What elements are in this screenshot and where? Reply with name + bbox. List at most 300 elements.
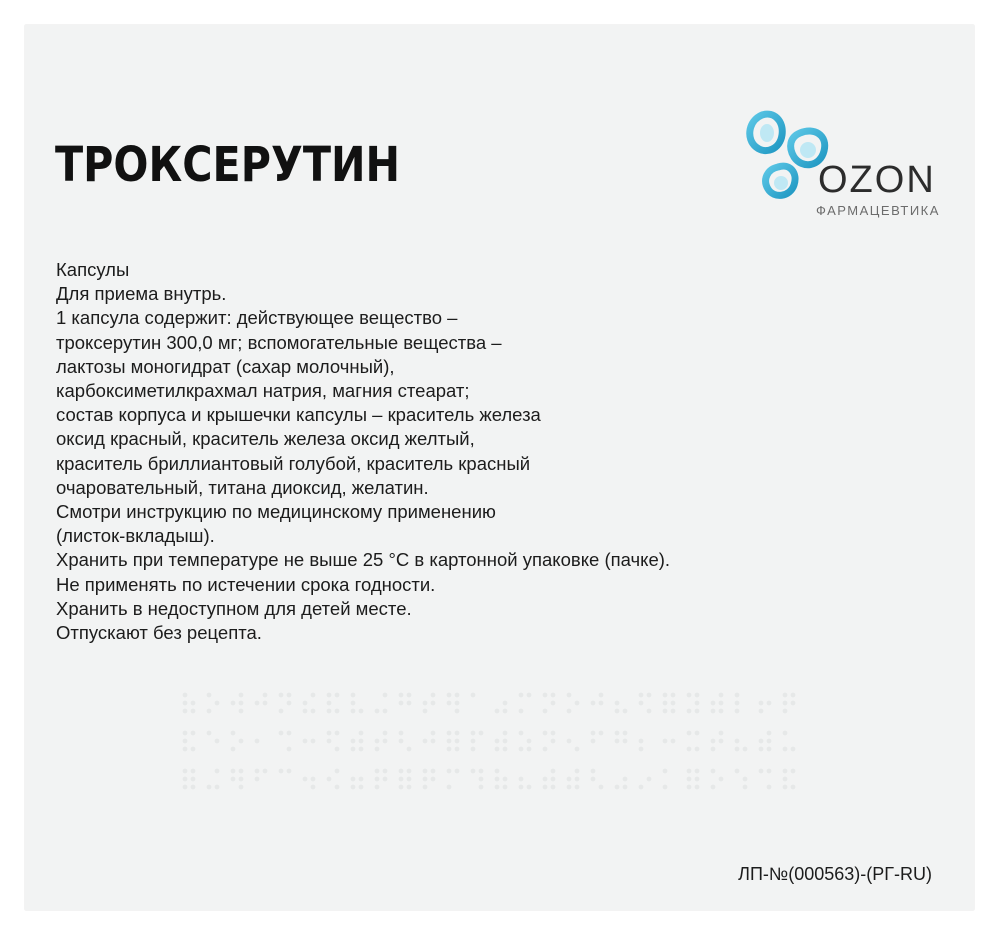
braille-dot [639, 693, 644, 698]
product-description [56, 258, 670, 645]
braille-dot [671, 693, 676, 698]
braille-dot [551, 777, 556, 782]
braille-dot [615, 739, 620, 744]
braille-dot [471, 731, 476, 736]
braille-dot [551, 769, 556, 774]
braille-dot [279, 731, 284, 736]
braille-dot [567, 777, 572, 782]
braille-dot [519, 731, 524, 736]
braille-dot [711, 747, 716, 752]
braille-dot [639, 747, 644, 752]
description-line: (листок-вкладыш). [56, 525, 215, 547]
braille-dot [191, 731, 196, 736]
braille-dot [543, 731, 548, 736]
braille-dot [719, 693, 724, 698]
braille-dot [647, 777, 652, 782]
braille-dot [503, 777, 508, 782]
braille-dot [351, 747, 356, 752]
braille-dot [647, 693, 652, 698]
braille-dot [519, 785, 524, 790]
braille-dot [455, 769, 460, 774]
braille-dot [743, 777, 748, 782]
braille-dot [495, 769, 500, 774]
braille-dot [207, 709, 212, 714]
description-line: Не применять по истечении срока годности. [56, 573, 436, 595]
description-line: оксид красный, краситель железа оксид желтый, [56, 428, 475, 450]
braille-dot [183, 731, 188, 736]
braille-dot [503, 731, 508, 736]
braille-dot [399, 731, 404, 736]
braille-dot [455, 739, 460, 744]
braille-dot [255, 769, 260, 774]
braille-dot [447, 747, 452, 752]
braille-dot [759, 709, 764, 714]
braille-dot [575, 769, 580, 774]
braille-dot [591, 739, 596, 744]
braille-dot [351, 785, 356, 790]
braille-dot [303, 709, 308, 714]
braille-dot [791, 785, 796, 790]
braille-dot [231, 731, 236, 736]
braille-dot [791, 769, 796, 774]
braille-dot [231, 701, 236, 706]
description-line: Для приема внутрь. [56, 283, 227, 305]
braille-dot [263, 769, 268, 774]
braille-dot [207, 785, 212, 790]
description-line: Отпускают без рецепта. [56, 622, 262, 644]
braille-dot [423, 709, 428, 714]
braille-dot [687, 709, 692, 714]
braille-dot [479, 777, 484, 782]
braille-dot [783, 777, 788, 782]
braille-dot [375, 785, 380, 790]
braille-dot [503, 709, 508, 714]
braille-dot [767, 739, 772, 744]
braille-dot [191, 785, 196, 790]
logo-wordmark: OZON [818, 159, 936, 201]
braille-dot [407, 769, 412, 774]
braille-dot [215, 701, 220, 706]
description-line: состав корпуса и крышечки капсулы – краситель железа [56, 404, 541, 426]
braille-dot [423, 701, 428, 706]
braille-dot [279, 769, 284, 774]
braille-dot [551, 731, 556, 736]
license-number: ЛП-№(000563)-(РГ-RU) [738, 864, 932, 884]
braille-dot [599, 785, 604, 790]
braille-dot [639, 785, 644, 790]
braille-dot [311, 709, 316, 714]
braille-dot [455, 747, 460, 752]
braille-dot [591, 769, 596, 774]
braille-dot [375, 777, 380, 782]
braille-dot [311, 785, 316, 790]
braille-dot [575, 777, 580, 782]
braille-dot [543, 709, 548, 714]
braille-dot [471, 769, 476, 774]
braille-dot [759, 747, 764, 752]
braille-dot [431, 731, 436, 736]
description-line: Хранить в недоступном для детей месте. [56, 597, 412, 619]
braille-dot [311, 693, 316, 698]
logo-subtitle: ФАРМАЦЕВТИКА [816, 203, 940, 218]
braille-dot [687, 747, 692, 752]
braille-dot [335, 731, 340, 736]
braille-dot [567, 693, 572, 698]
braille-dot [663, 769, 668, 774]
braille-dot [767, 747, 772, 752]
braille-dot [735, 709, 740, 714]
braille-dot [399, 785, 404, 790]
braille-dot [551, 693, 556, 698]
product-title: ТРОКСЕРУТИН [55, 137, 401, 193]
braille-dot [591, 701, 596, 706]
braille-dot [215, 769, 220, 774]
braille-dot [783, 785, 788, 790]
braille-dot [551, 701, 556, 706]
braille-dot [783, 693, 788, 698]
braille-dot [455, 709, 460, 714]
braille-dot [759, 769, 764, 774]
braille-dot [423, 785, 428, 790]
braille-dot [695, 701, 700, 706]
braille-dot [735, 693, 740, 698]
braille-dot [663, 709, 668, 714]
braille-dot [183, 693, 188, 698]
braille-dot [287, 693, 292, 698]
ozon-logo [740, 105, 950, 220]
braille-dot [567, 785, 572, 790]
braille-dot [503, 701, 508, 706]
braille-embossing [175, 685, 815, 805]
braille-dot [591, 731, 596, 736]
braille-dot [735, 701, 740, 706]
braille-dot [783, 769, 788, 774]
braille-dot [183, 785, 188, 790]
braille-dot [543, 777, 548, 782]
braille-dot [551, 785, 556, 790]
braille-dot [791, 701, 796, 706]
braille-dot [615, 785, 620, 790]
braille-dot [495, 785, 500, 790]
braille-dot [719, 739, 724, 744]
braille-dot [639, 701, 644, 706]
braille-dot [335, 785, 340, 790]
braille-dot [471, 739, 476, 744]
package-panel [25, 25, 974, 910]
braille-dot [447, 731, 452, 736]
braille-dot [479, 785, 484, 790]
braille-dot [519, 777, 524, 782]
braille-dot [431, 693, 436, 698]
description-line: троксерутин 300,0 мг; вспомогательные вещества – [56, 331, 502, 353]
braille-dot [495, 747, 500, 752]
braille-dot [695, 731, 700, 736]
braille-dot [599, 701, 604, 706]
braille-dot [759, 701, 764, 706]
braille-dot [255, 701, 260, 706]
braille-dot [279, 693, 284, 698]
braille-dot [351, 701, 356, 706]
braille-dot [663, 785, 668, 790]
braille-dot [695, 747, 700, 752]
braille-dot [543, 747, 548, 752]
braille-dot [671, 709, 676, 714]
braille-dot [239, 739, 244, 744]
braille-dot [719, 731, 724, 736]
braille-dot [359, 777, 364, 782]
braille-dot [527, 693, 532, 698]
braille-dot [399, 769, 404, 774]
braille-dot [423, 739, 428, 744]
braille-dot [239, 777, 244, 782]
braille-dot [791, 693, 796, 698]
braille-dot [183, 709, 188, 714]
braille-dot [503, 785, 508, 790]
braille-dot [783, 701, 788, 706]
braille-dot [471, 747, 476, 752]
braille-dot [623, 785, 628, 790]
braille-dot [623, 709, 628, 714]
braille-dot [527, 739, 532, 744]
braille-dot [327, 777, 332, 782]
braille-dot [407, 777, 412, 782]
braille-dot [207, 693, 212, 698]
braille-dot [623, 777, 628, 782]
braille-dot [447, 769, 452, 774]
braille-dot [455, 693, 460, 698]
braille-dot [359, 739, 364, 744]
braille-dot [687, 769, 692, 774]
braille-dot [407, 693, 412, 698]
braille-dot [359, 731, 364, 736]
braille-dot [623, 739, 628, 744]
braille-dot [359, 709, 364, 714]
braille-dot [399, 739, 404, 744]
braille-dot [455, 701, 460, 706]
braille-dot [599, 731, 604, 736]
braille-dot [431, 769, 436, 774]
braille-dot [375, 769, 380, 774]
braille-dot [335, 693, 340, 698]
braille-dot [591, 777, 596, 782]
braille-dot [711, 701, 716, 706]
braille-dot [239, 709, 244, 714]
braille-dot [663, 739, 668, 744]
braille-dot [519, 709, 524, 714]
braille-dot [327, 701, 332, 706]
braille-dot [191, 701, 196, 706]
braille-dot [351, 739, 356, 744]
braille-dot [399, 693, 404, 698]
braille-dot [231, 777, 236, 782]
braille-dot [543, 785, 548, 790]
braille-dot [503, 739, 508, 744]
braille-dot [663, 693, 668, 698]
braille-dot [711, 709, 716, 714]
braille-dot [383, 731, 388, 736]
braille-dot [327, 693, 332, 698]
braille-dot [527, 747, 532, 752]
braille-dot [383, 693, 388, 698]
braille-dot [783, 709, 788, 714]
braille-dot [215, 785, 220, 790]
braille-dot [695, 709, 700, 714]
braille-dot [183, 747, 188, 752]
description-line: карбоксиметилкрахмал натрия, магния стеарат; [56, 380, 470, 402]
braille-dot [183, 739, 188, 744]
braille-dot [687, 731, 692, 736]
braille-dot [767, 701, 772, 706]
braille-dot [519, 693, 524, 698]
braille-dot [615, 731, 620, 736]
braille-dot [735, 769, 740, 774]
braille-dot [303, 777, 308, 782]
braille-dot [311, 739, 316, 744]
braille-dot [735, 747, 740, 752]
braille-dot [335, 747, 340, 752]
braille-dot [255, 739, 260, 744]
braille-dot [759, 739, 764, 744]
braille-dot [527, 785, 532, 790]
braille-dot [239, 693, 244, 698]
braille-dot [207, 731, 212, 736]
braille-dot [431, 739, 436, 744]
braille-dot [623, 731, 628, 736]
braille-dot [431, 701, 436, 706]
description-line: 1 капсула содержит: действующее вещество – [56, 307, 458, 329]
description-line: краситель бриллиантовый голубой, краситель красный [56, 452, 531, 474]
ozon-logo-icon [740, 105, 830, 200]
braille-dot [423, 777, 428, 782]
braille-dot [431, 777, 436, 782]
braille-dot [687, 777, 692, 782]
braille-dot [255, 777, 260, 782]
braille-dot [239, 701, 244, 706]
braille-dot [695, 785, 700, 790]
braille-dot [399, 777, 404, 782]
braille-dot [455, 731, 460, 736]
braille-dot [719, 701, 724, 706]
braille-dot [183, 777, 188, 782]
braille-dot [575, 747, 580, 752]
braille-dot [183, 701, 188, 706]
braille-dot [287, 701, 292, 706]
braille-dot [399, 701, 404, 706]
braille-dot [503, 747, 508, 752]
braille-dot [647, 709, 652, 714]
braille-dot [671, 701, 676, 706]
braille-dot [231, 747, 236, 752]
braille-dot [191, 777, 196, 782]
braille-dot [423, 769, 428, 774]
braille-dot [327, 739, 332, 744]
braille-dot [287, 731, 292, 736]
braille-dot [231, 769, 236, 774]
braille-dot [695, 693, 700, 698]
braille-dot [407, 701, 412, 706]
braille-dot [615, 709, 620, 714]
braille-dot [263, 693, 268, 698]
braille-dot [407, 785, 412, 790]
braille-dot [599, 693, 604, 698]
braille-dot [303, 701, 308, 706]
braille-dot [495, 739, 500, 744]
braille-dot [719, 709, 724, 714]
braille-dot [191, 769, 196, 774]
braille-dot [447, 739, 452, 744]
braille-dot [767, 785, 772, 790]
braille-dot [671, 739, 676, 744]
description-line: лактозы моногидрат (сахар молочный), [56, 355, 395, 377]
braille-dot [335, 709, 340, 714]
braille-dot [743, 785, 748, 790]
braille-dot [351, 777, 356, 782]
description-line: очаровательный, титана диоксид, желатин. [56, 476, 429, 498]
braille-dot [575, 701, 580, 706]
braille-dot [783, 731, 788, 736]
braille-dot [359, 747, 364, 752]
braille-dot [183, 769, 188, 774]
braille-dot [479, 769, 484, 774]
braille-dot [471, 693, 476, 698]
braille-dot [383, 739, 388, 744]
braille-dot [519, 747, 524, 752]
braille-dot [375, 739, 380, 744]
braille-dot [639, 739, 644, 744]
braille-dot [495, 777, 500, 782]
braille-dot [447, 785, 452, 790]
braille-dot [383, 709, 388, 714]
braille-dot [303, 739, 308, 744]
braille-dot [375, 709, 380, 714]
braille-dot [695, 769, 700, 774]
braille-dot [191, 747, 196, 752]
braille-dot [407, 747, 412, 752]
braille-dot [735, 739, 740, 744]
braille-dot [311, 777, 316, 782]
braille-dot [711, 769, 716, 774]
braille-dot [695, 777, 700, 782]
braille-dot [687, 785, 692, 790]
braille-dot [479, 731, 484, 736]
braille-dot [351, 693, 356, 698]
braille-dot [383, 769, 388, 774]
braille-dot [447, 693, 452, 698]
braille-dot [743, 747, 748, 752]
braille-dot [495, 709, 500, 714]
braille-dot [575, 785, 580, 790]
braille-dot [663, 701, 668, 706]
braille-dot [543, 693, 548, 698]
braille-dot [791, 747, 796, 752]
braille-dot [567, 709, 572, 714]
braille-dot [719, 777, 724, 782]
braille-dot [191, 709, 196, 714]
braille-dot [375, 747, 380, 752]
braille-dot [287, 747, 292, 752]
braille-dot [335, 769, 340, 774]
braille-dot [687, 693, 692, 698]
braille-dot [767, 731, 772, 736]
braille-dot [551, 739, 556, 744]
braille-dot [215, 739, 220, 744]
braille-dot [239, 785, 244, 790]
braille-dot [615, 701, 620, 706]
braille-dot [279, 709, 284, 714]
braille-dot [767, 769, 772, 774]
braille-dot [287, 769, 292, 774]
braille-dot [327, 731, 332, 736]
